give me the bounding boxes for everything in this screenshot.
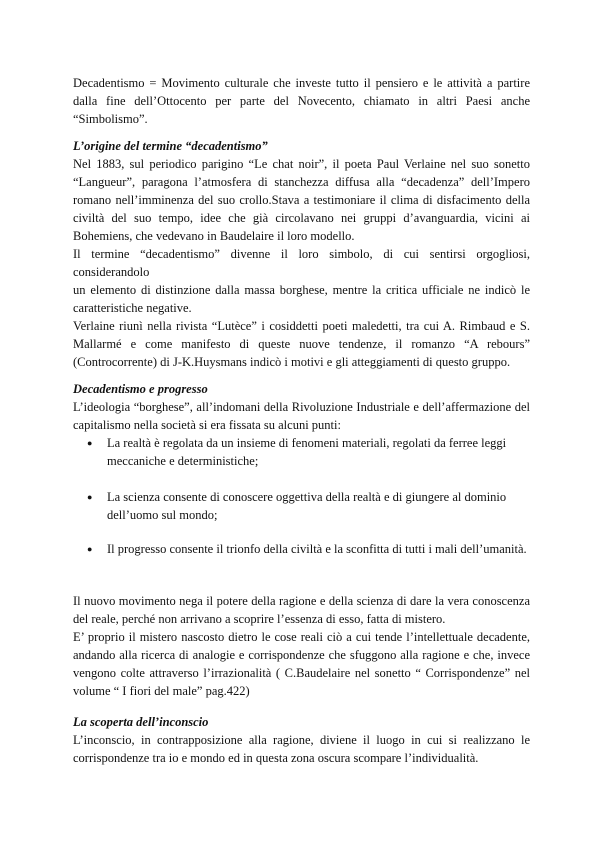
section-heading-origine: L’origine del termine “decadentismo” — [73, 139, 268, 153]
list-item: ● Il progresso consente il trionfo della civiltà e la sconfitta di tutti i mali dell’umanità. — [73, 540, 530, 558]
progresso-paragraph-3: E’ proprio il mistero nascosto dietro le cose reali ciò a cui tende l’intellettuale decadente, andando alla ricerca di analogie e corrispondenze che sfuggono alla ragione e che, invece vengono colte attraverso l’irrazionalità ( C.Baudelaire nel sonetto “ Corrispondenze” nel volume “ I fiori del male” pag.422) — [73, 630, 530, 698]
origine-paragraph-1: Nel 1883, sul periodico parigino “Le chat noir”, il poeta Paul Verlaine nel suo sonetto “Langueur”, paragona l’atmosfera di stanchezza diffusa alla “decadenza” dell’Impero romano nell’imminenza del suo crollo.Stava a testimoniare il clima di disfacimento della civiltà del suo tempo, idee che già circolavano nei gruppi d’avanguardia, vicini ai Bohemiens, che vedevano in Baudelaire il loro modello. — [73, 157, 530, 243]
origine-paragraph-2: Il termine “decadentismo” divenne il loro simbolo, di cui sentirsi orgogliosi, considerandolo — [73, 247, 530, 279]
progresso-paragraph-2: Il nuovo movimento nega il potere della ragione e della scienza di dare la vera conoscenza del reale, perché non arrivano a scoprire l’essenza di esso, fatta di mistero. — [73, 594, 530, 626]
ideology-bullet-list — [73, 488, 530, 524]
origine-paragraph-3: un elemento di distinzione dalla massa borghese, mentre la critica ufficiale ne indicò le caratteristiche negative. — [73, 283, 530, 315]
progresso-paragraph-1: L’ideologia “borghese”, all’indomani della Rivoluzione Industriale e dell’affermazione del capitalismo nella società si era fissata su alcuni punti: — [73, 400, 530, 432]
ideology-bullet-list — [73, 540, 530, 558]
origine-paragraph-4: Verlaine riunì nella rivista “Lutèce” i cosiddetti poeti maledetti, tra cui A. Rimbaud e S. Mallarmé e come manifesto di queste nuove tendenze, il romanzo “A rebours” (Controcorrente) di J-K.Huysmans indicò i motivi e gli atteggiamenti di questo gruppo. — [73, 319, 530, 369]
ideology-bullet-list — [73, 434, 530, 470]
list-item: ● La scienza consente di conoscere oggettiva della realtà e di giungere al dominio dell’uomo sul mondo; — [73, 488, 530, 524]
intro-paragraph: Decadentismo = Movimento culturale che investe tutto il pensiero e le attività a partire dalla fine dell’Ottocento per parte del Novecento, chiamato in altri Paesi anche “Simbolismo”. — [73, 76, 530, 126]
section-heading-progresso: Decadentismo e progresso — [73, 382, 208, 396]
list-item: ● La realtà è regolata da un insieme di fenomeni materiali, regolati da ferree leggi meccaniche e deterministiche; — [73, 434, 530, 470]
section-heading-inconscio: La scoperta dell’inconscio — [73, 715, 209, 729]
inconscio-paragraph-1: L’inconscio, in contrapposizione alla ragione, diviene il luogo in cui si realizzano le corrispondenze tra io e mondo ed in questa zona oscura scompare l’individualità. — [73, 733, 530, 765]
